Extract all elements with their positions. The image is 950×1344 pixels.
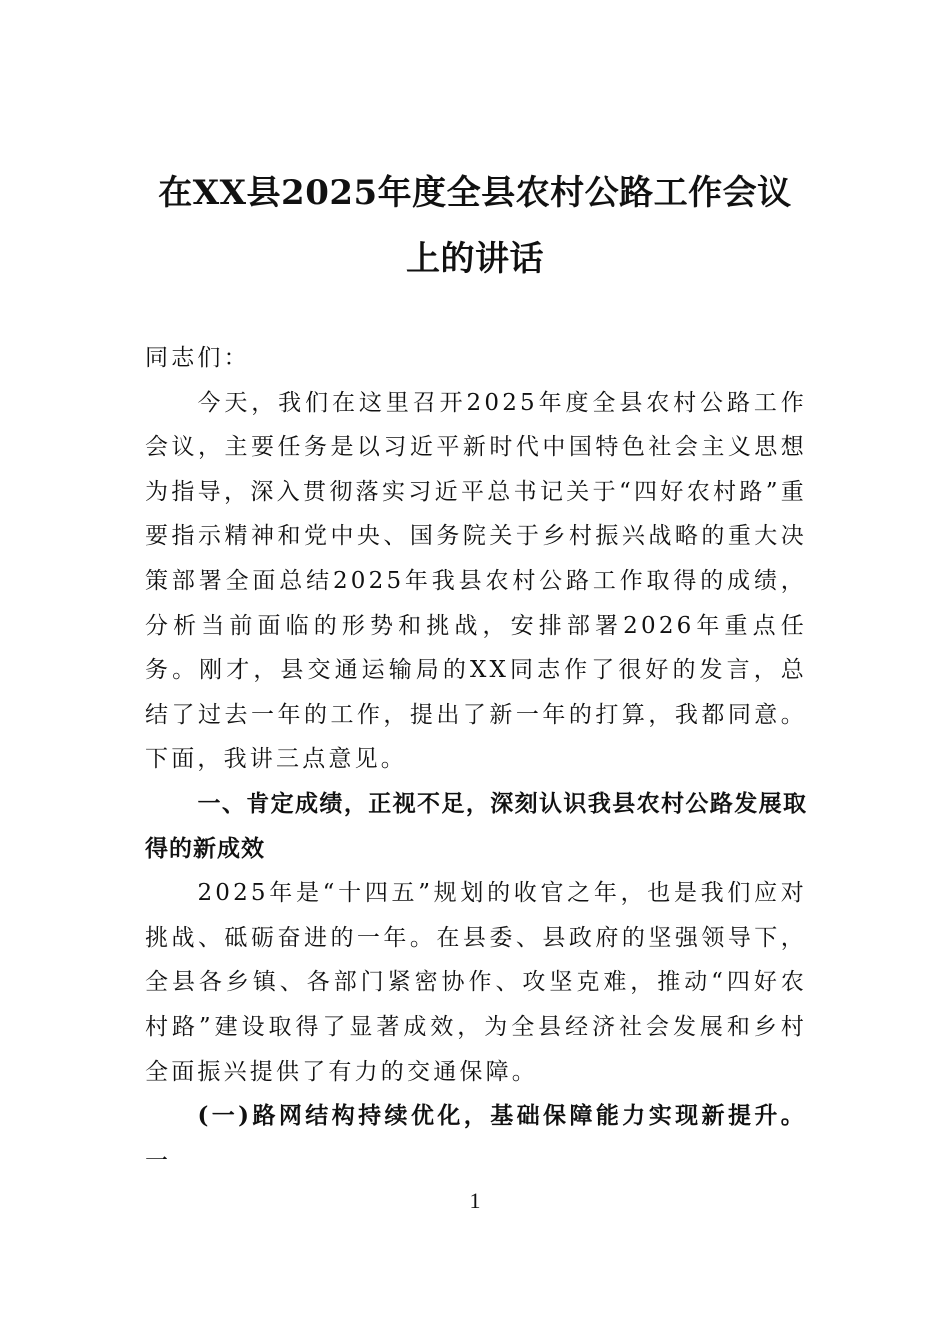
title-line-1: 在XX县2025年度全县农村公路工作会议 <box>158 173 792 213</box>
document-title <box>145 160 805 292</box>
title-line-2: 上的讲话 <box>406 239 544 279</box>
document-body <box>145 336 807 1183</box>
section-heading-1: 一、肯定成绩，正视不足，深刻认识我县农村公路发展取得的新成效 <box>145 790 807 862</box>
subsection-1-paragraph <box>145 1094 807 1183</box>
intro-paragraph: 今天，我们在这里召开2025年度全县农村公路工作会议，主要任务是以习近平新时代中国特色社会主义思想为指导，深入贯彻落实习近平总书记关于“四好农村路”重要指示精神和党中央、国务院关于乡村振兴战略的重大决策部署全面总结2025年我县农村公路工作取得的成绩，分析当前面临的形势和挑战，安排部署2026年重点任务。刚才，县交通运输局的XX同志作了很好的发言，总结了过去一年的工作，提出了新一年的打算，我都同意。下面，我讲三点意见。 <box>145 389 807 773</box>
subsection-heading-1: (一)路网结构持续优化，基础保障能力实现新提升。 <box>197 1102 807 1130</box>
section-1-paragraph: 2025年是“十四五”规划的收官之年，也是我们应对挑战、砥砺奋进的一年。在县委、县政府的坚强领导下，全县各乡镇、各部门紧密协作、攻坚克难，推动“四好农村路”建设取得了显著成效，为全县经济社会发展和乡村全面振兴提供了有力的交通保障。 <box>145 880 807 1085</box>
salutation: 同志们： <box>145 345 250 371</box>
subsection-1-text: 一 <box>145 1147 172 1174</box>
page-number: 1 <box>469 1188 481 1213</box>
